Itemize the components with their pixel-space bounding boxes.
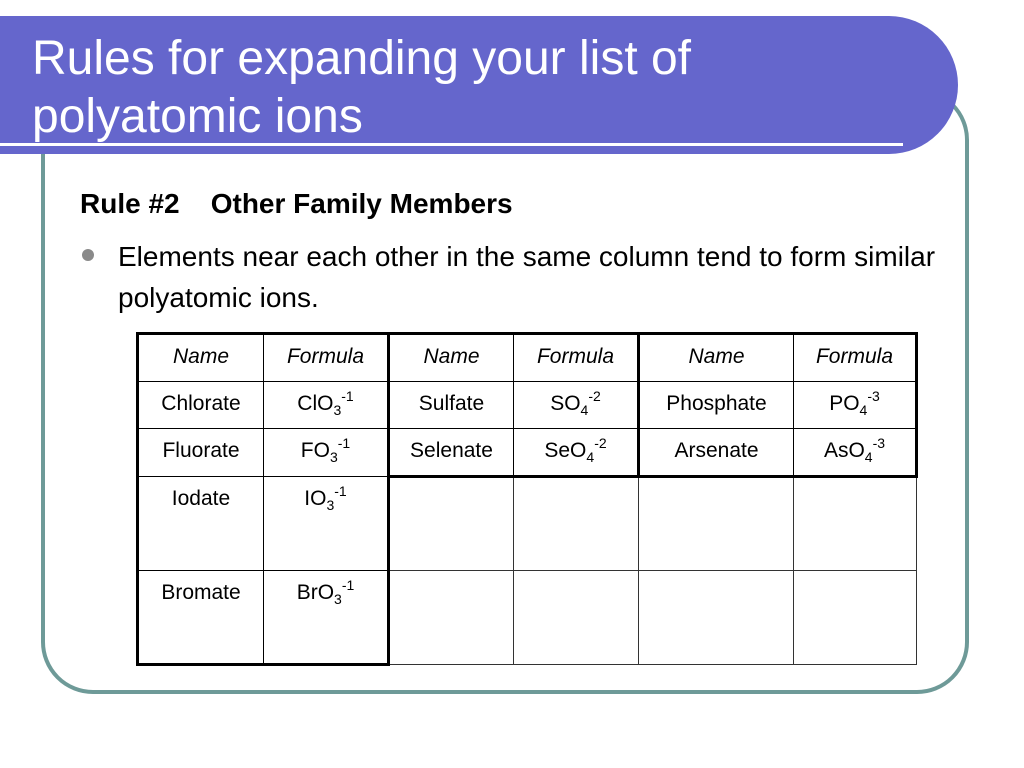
title-line-1: Rules for expanding your list of: [32, 32, 692, 85]
ion-name-cell: Bromate: [138, 571, 264, 665]
empty-cell: [639, 571, 794, 665]
table-row: [138, 477, 917, 571]
header-cell: Formula: [794, 334, 917, 382]
table-header-row: [138, 334, 917, 382]
empty-cell: [389, 477, 514, 571]
table-row: [138, 571, 917, 665]
ion-name-cell: Chlorate: [138, 382, 264, 429]
ion-formula-cell: AsO$_4^{-3}$: [794, 429, 917, 477]
title-underline: [0, 143, 903, 146]
empty-cell: [514, 571, 639, 665]
header-cell: Name: [138, 334, 264, 382]
ion-formula-cell: BrO$_3^{-1}$: [264, 571, 389, 665]
table-row: [138, 429, 917, 477]
empty-cell: [389, 571, 514, 665]
empty-cell: [514, 477, 639, 571]
ion-name-cell: Selenate: [389, 429, 514, 477]
header-cell: Formula: [264, 334, 389, 382]
bullet-dot-icon: [82, 249, 94, 261]
ion-formula-cell: $FO_3^{-1}$: [264, 429, 389, 477]
rule-heading: Rule #2 Other Family Members: [80, 188, 513, 219]
bullet-text: Elements near each other in the same column tend to form similar polyatomic ions.: [118, 241, 936, 313]
ion-formula-cell: $IO_3^{-1}$: [264, 477, 389, 571]
ion-name-cell: Iodate: [138, 477, 264, 571]
empty-cell: [639, 477, 794, 571]
table-row: [138, 382, 917, 429]
ion-formula-cell: ClO$_3^{-1}$: [264, 382, 389, 429]
ion-formula-cell: $PO_4^{-3}$: [794, 382, 917, 429]
empty-cell: [794, 477, 917, 571]
ion-name-cell: Fluorate: [138, 429, 264, 477]
header-cell: Formula: [514, 334, 639, 382]
header-cell: Name: [389, 334, 514, 382]
title-line-2: polyatomic ions: [32, 90, 363, 143]
ion-name-cell: Sulfate: [389, 382, 514, 429]
polyatomic-ions-table: [136, 332, 918, 666]
ion-formula-cell: SeO$_4^{-2}$: [514, 429, 639, 477]
title-band: [0, 16, 958, 154]
ion-formula-cell: $SO_4^{-2}$: [514, 382, 639, 429]
header-cell: Name: [639, 334, 794, 382]
slide-title: [32, 30, 691, 146]
ion-name-cell: Arsenate: [639, 429, 794, 477]
empty-cell: [794, 571, 917, 665]
ion-name-cell: Phosphate: [639, 382, 794, 429]
